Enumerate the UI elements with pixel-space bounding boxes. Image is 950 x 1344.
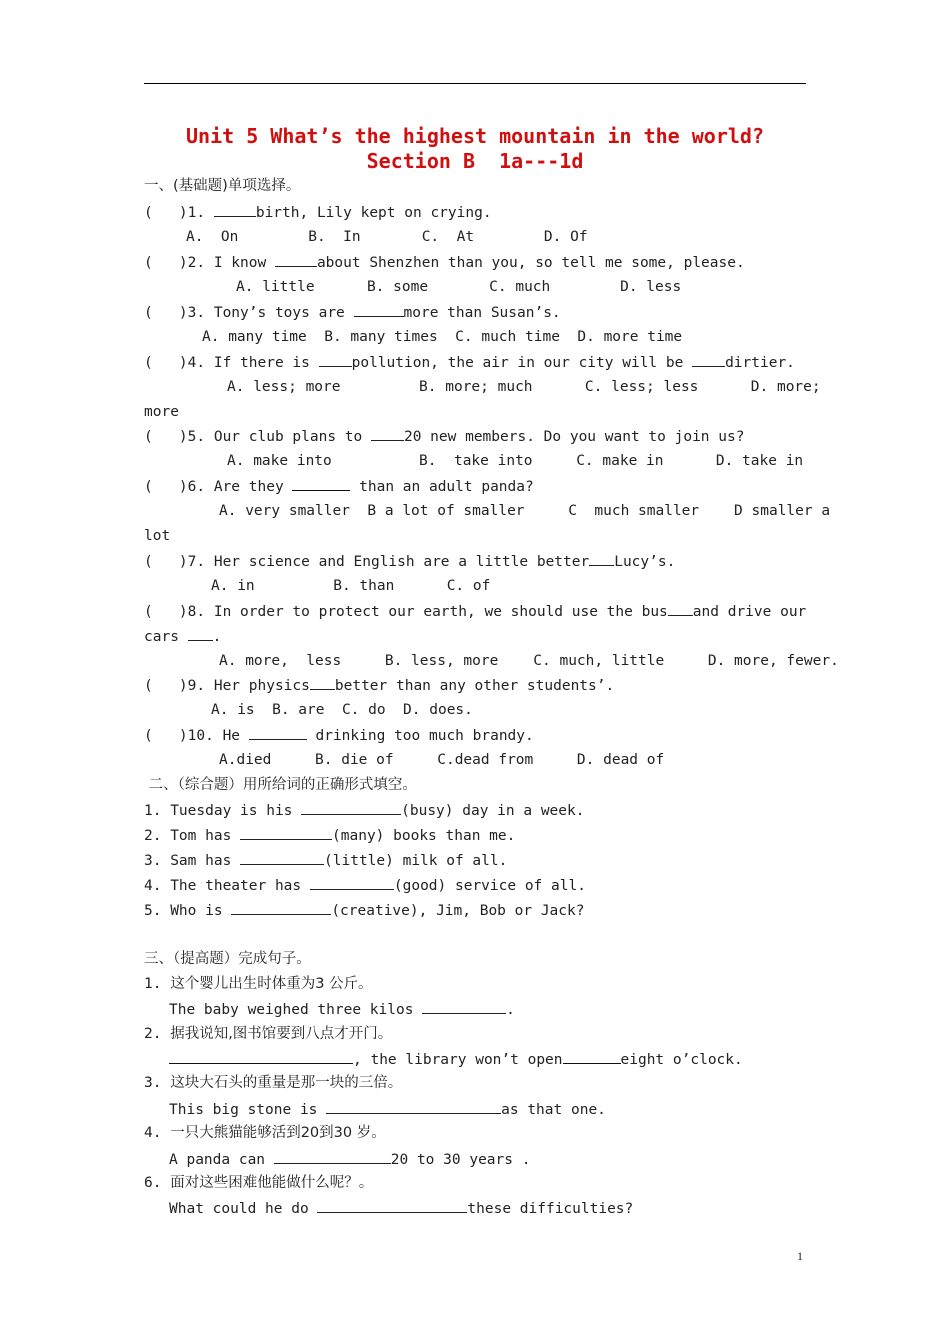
blank[interactable] <box>310 876 394 890</box>
blank[interactable] <box>231 901 331 915</box>
translate-item-6-cn: 6. 面对这些困难他能做什么呢？。 <box>144 1175 374 1191</box>
section1-heading: 一、(基础题)单项选择。 <box>144 178 301 194</box>
blank[interactable] <box>249 726 307 740</box>
question-9-options: A. is B. are C. do D. does. <box>211 702 473 718</box>
translate-item-3-en: This big stone is as that one. <box>169 1102 606 1118</box>
question-7-options: A. in B. than C. of <box>211 578 491 594</box>
question-8-options: A. more, less B. less, more C. much, little D. more, fewer. <box>219 653 839 669</box>
blank[interactable] <box>354 303 404 317</box>
blank[interactable] <box>563 1050 621 1064</box>
question-4-options: A. less; more B. more; much C. less; less D. more; <box>227 379 821 395</box>
translate-item-2-cn: 2. 据我说知,图书馆要到八点才开门。 <box>144 1026 393 1042</box>
question-8-wrap: cars . <box>144 629 222 645</box>
page-title: Unit 5 What’s the highest mountain in the world? <box>186 124 764 148</box>
question-4-options-wrap: more <box>144 404 179 420</box>
question-2-options: A. little B. some C. much D. less <box>236 279 682 295</box>
question-6-options: A. very smaller B a lot of smaller C much smaller D smaller a <box>219 503 831 519</box>
question-1: ( )1. birth, Lily kept on crying. <box>144 205 492 221</box>
blank[interactable] <box>422 1000 506 1014</box>
question-6-options-wrap: lot <box>144 528 171 544</box>
translate-item-1-cn: 1. 这个婴儿出生时体重为3 公斤。 <box>144 976 373 992</box>
blank[interactable] <box>240 826 332 840</box>
blank[interactable] <box>317 1199 467 1213</box>
blank[interactable] <box>214 203 256 217</box>
page-number: 1 <box>797 1249 803 1263</box>
section3-heading: 三、（提高题）完成句子。 <box>144 951 311 967</box>
blank[interactable] <box>301 801 401 815</box>
question-1-options: A. On B. In C. At D. Of <box>186 229 588 245</box>
question-3-options: A. many time B. many times C. much time D. more time <box>202 329 683 345</box>
question-4: ( )4. If there is pollution, the air in our city will be dirtier. <box>144 355 795 371</box>
blank[interactable] <box>692 353 725 367</box>
question-6: ( )6. Are they than an adult panda? <box>144 479 534 495</box>
question-8: ( )8. In order to protect our earth, we should use the bus and drive our <box>144 604 807 620</box>
question-9: ( )9. Her physics better than any other students’. <box>144 678 615 694</box>
fill-item-5: 5. Who is (creative), Jim, Bob or Jack? <box>144 903 585 919</box>
question-5: ( )5. Our club plans to 20 new members. Do you want to join us? <box>144 429 745 445</box>
section2-heading: 二、（综合题）用所给词的正确形式填空。 <box>144 777 417 793</box>
blank[interactable] <box>240 851 324 865</box>
question-5-options: A. make into B. take into C. make in D. take in <box>227 453 804 469</box>
fill-item-2: 2. Tom has (many) books than me. <box>144 828 516 844</box>
blank[interactable] <box>326 1100 501 1114</box>
fill-item-1: 1. Tuesday is his (busy) day in a week. <box>144 803 585 819</box>
question-2: ( )2. I know about Shenzhen than you, so tell me some, please. <box>144 255 745 271</box>
blank[interactable] <box>188 627 213 641</box>
blank[interactable] <box>274 1150 391 1164</box>
blank[interactable] <box>668 602 693 616</box>
translate-item-6-en: What could he do these difficulties? <box>169 1201 634 1217</box>
blank[interactable] <box>589 552 614 566</box>
question-3: ( )3. Tony’s toys are more than Susan’s. <box>144 305 561 321</box>
question-10: ( )10. He drinking too much brandy. <box>144 728 534 744</box>
header-rule <box>144 83 806 84</box>
blank[interactable] <box>319 353 352 367</box>
page-subtitle: Section B 1a---1d <box>366 149 584 173</box>
blank[interactable] <box>310 676 335 690</box>
blank[interactable] <box>371 427 404 441</box>
fill-item-3: 3. Sam has (little) milk of all. <box>144 853 508 869</box>
question-10-options: A.died B. die of C.dead from D. dead of <box>219 752 665 768</box>
translate-item-1-en: The baby weighed three kilos . <box>169 1002 515 1018</box>
blank[interactable] <box>275 253 317 267</box>
translate-item-3-cn: 3. 这块大石头的重量是那一块的三倍。 <box>144 1075 403 1091</box>
blank[interactable] <box>292 477 350 491</box>
translate-item-4-cn: 4. 一只大熊猫能够活到20到30 岁。 <box>144 1125 386 1141</box>
translate-item-4-en: A panda can 20 to 30 years . <box>169 1152 531 1168</box>
blank[interactable] <box>169 1050 353 1064</box>
fill-item-4: 4. The theater has (good) service of all. <box>144 878 586 894</box>
translate-item-2-en: , the library won’t open eight o’clock. <box>169 1050 743 1069</box>
question-7: ( )7. Her science and English are a little better Lucy’s. <box>144 554 676 570</box>
